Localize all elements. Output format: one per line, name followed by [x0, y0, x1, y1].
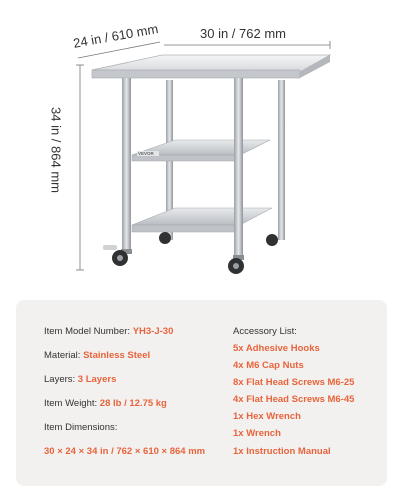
- front-right-leg: [234, 78, 243, 256]
- accessory-title: Accessory List:: [233, 326, 297, 337]
- accessory-item: 5x Adhesive Hooks: [233, 343, 320, 354]
- accessory-item: 1x Wrench: [233, 428, 281, 439]
- front-left-leg: [122, 78, 131, 250]
- spec-layers: Layers: 3 Layers: [44, 374, 117, 385]
- dimension-width: 30 in / 762 mm: [200, 26, 286, 41]
- accessory-item: 4x M6 Cap Nuts: [233, 360, 304, 371]
- dimension-height: 34 in / 864 mm: [48, 107, 64, 193]
- table-top-edge: [92, 70, 300, 78]
- spec-dimensions-value: 30 × 24 × 34 in / 762 × 610 × 864 mm: [44, 446, 206, 457]
- brand-plate: VEVOR: [138, 151, 154, 156]
- accessory-item: 1x Instruction Manual: [233, 446, 331, 457]
- accessory-item: 1x Hex Wrench: [233, 411, 301, 422]
- accessory-item: 4x Flat Head Screws M6-45: [233, 394, 355, 405]
- spec-model: Item Model Number: YH3-J-30: [44, 326, 174, 337]
- spec-weight: Item Weight: 28 lb / 12.75 kg: [44, 398, 167, 409]
- back-right-leg: [278, 80, 285, 240]
- dimension-depth: 24 in / 610 mm: [72, 21, 160, 51]
- table-top: [92, 55, 330, 72]
- accessory-item: 8x Flat Head Screws M6-25: [233, 377, 355, 388]
- spec-material: Material: Stainless Steel: [44, 350, 151, 361]
- bottom-shelf: [132, 208, 272, 225]
- spec-dimensions-label: Item Dimensions:: [44, 422, 118, 433]
- spec-panel: [16, 300, 387, 486]
